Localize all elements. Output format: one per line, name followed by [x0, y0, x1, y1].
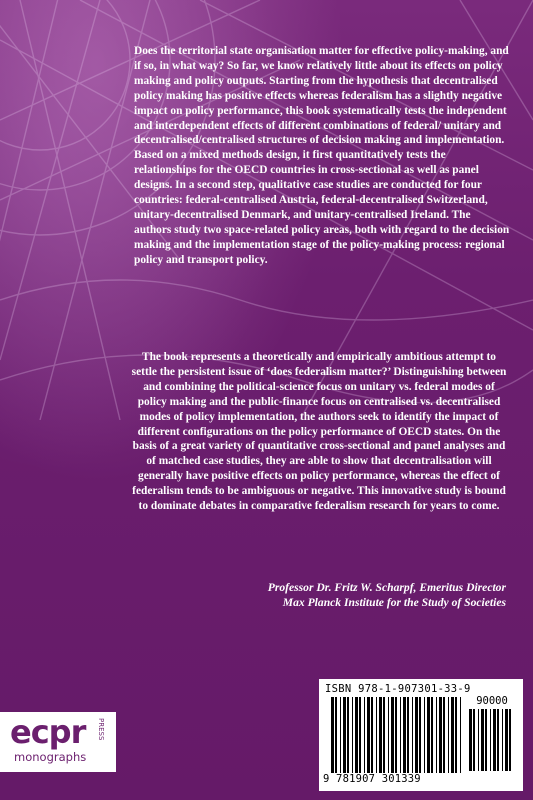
- logo-press-label: PRESS: [97, 718, 105, 741]
- barcode-panel: [319, 679, 523, 791]
- ean-digits: 9 781907 301339: [323, 773, 421, 785]
- publisher-logo: [0, 712, 116, 772]
- addon-barcode: [469, 709, 515, 771]
- addon-code: 90000: [476, 695, 508, 707]
- logo-wordmark: ecpr: [10, 713, 86, 751]
- endorsement-quote: The book represents a theoretically and empirically ambitious attempt to settle the persistent issue of ‘does federalism matter?’ Distinguishing between and combining the political-science focus on unitary vs. federal modes of policy making and the public-finance focus on centralised vs. decentralised modes of policy implementation, the authors seek to identify the impact of different configurations on the policy performance of OECD states. On the basis of a great variety of quantitative cross-sectional and panel analyses and of matched case studies, they are able to show that decentralisation will generally have positive effects on policy performance, whereas the effect of federalism tends to be ambiguous or negative. This innovative study is bound to dominate debates in comparative federalism research for years to come.: [131, 351, 507, 513]
- endorser-name: Professor Dr. Fritz W. Scharpf, Emeritus Director: [267, 581, 506, 594]
- logo-series-label: monographs: [14, 750, 87, 764]
- endorser-institution: Max Planck Institute for the Study of Societies: [282, 596, 506, 609]
- ean-barcode: [331, 697, 465, 773]
- endorser-attribution: [160, 580, 506, 610]
- isbn-text: ISBN 978-1-907301-33-9: [325, 683, 471, 695]
- book-description: Does the territorial state organisation matter for effective policy-making, and if so, in what way? So far, we know relatively little about its effects on policy making and policy outputs. Starting from the hypothesis that decentralised policy making has positive effects whereas federalism has a slightly negative impact on policy performance, this book systematically tests the independent and interdependent effects of different combinations of federal/ unitary and decentralised/centralised structures of decision making and implementation. Based on a mixed methods design, it first quantitatively tests the relationships for the OECD countries in cross-sectional as well as panel designs. In a second step, qualitative case studies are conducted for four countries: federal-centralised Austria, federal-decentralised Switzerland, unitary-decentralised Denmark, and unitary-centralised Ireland. The authors study two space-related policy areas, both with regard to the decision making and the implementation stage of the policy-making process: regional policy and transport policy.: [134, 45, 510, 266]
